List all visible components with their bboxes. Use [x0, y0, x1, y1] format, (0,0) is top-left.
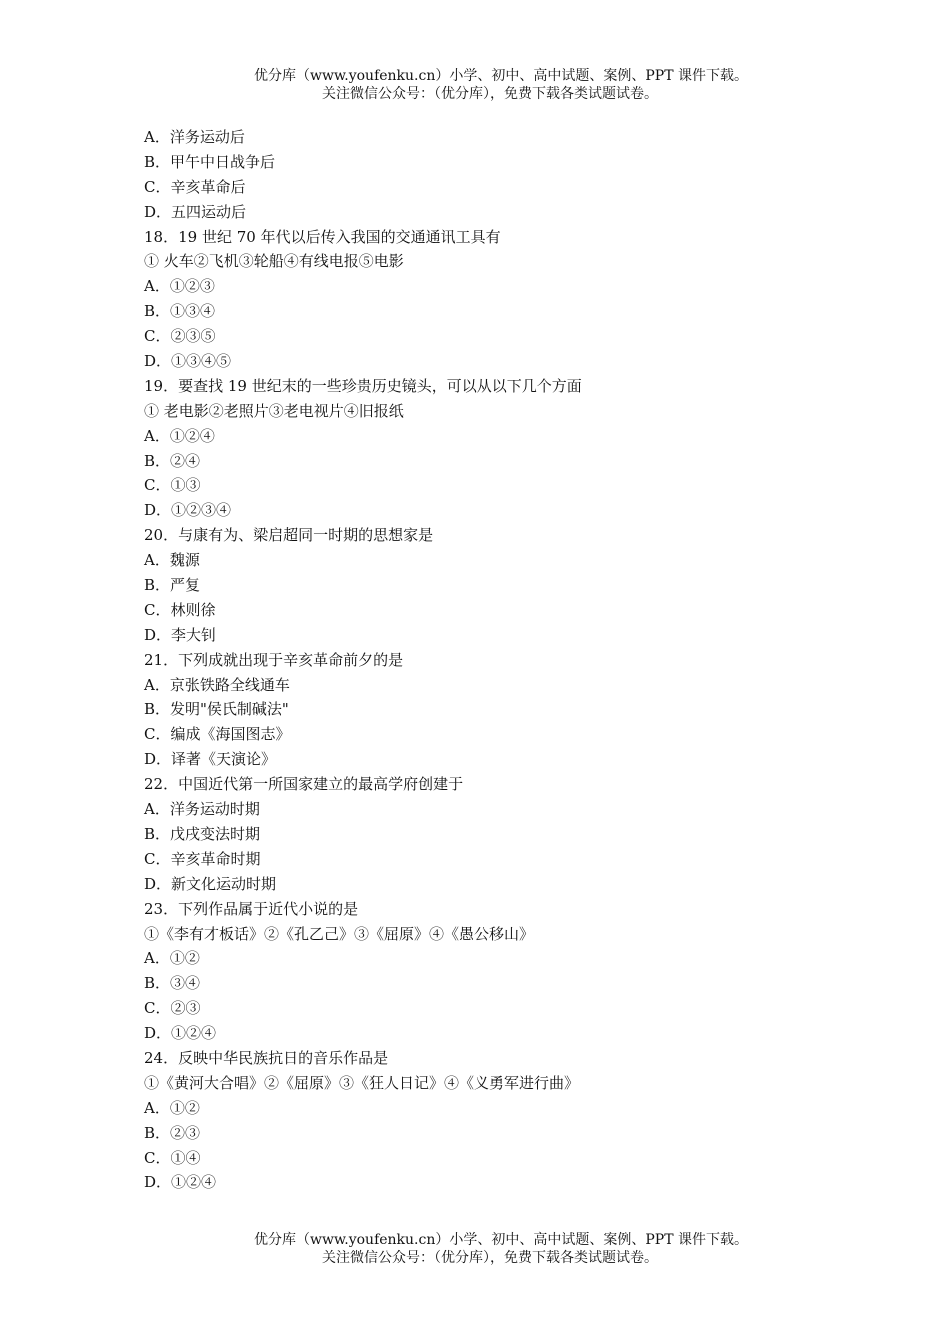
option-line: D．新文化运动时期 — [144, 874, 277, 893]
question-24: 24．反映中华民族抗日的音乐作品是 — [144, 1048, 389, 1067]
option-line: D．①②④ — [144, 1173, 217, 1192]
question-19: 19．要查找 19 世纪末的一些珍贵历史镜头，可以从以下几个方面 — [144, 376, 582, 395]
question-19-items: ① 老电影②老照片③老电视片④旧报纸 — [144, 401, 404, 420]
option-line: A．洋务运动后 — [144, 128, 245, 146]
question-18-items: ① 火车②飞机③轮船④有线电报⑤电影 — [144, 252, 404, 271]
option-line: C．①③ — [144, 476, 201, 495]
header-line-2: 关注微信公众号：（优分库），免费下载各类试题试卷。 — [322, 86, 658, 102]
question-22: 22．中国近代第一所国家建立的最高学府创建于 — [144, 775, 464, 794]
option-line: D．五四运动后 — [144, 202, 247, 221]
option-line: A．京张铁路全线通车 — [144, 675, 290, 694]
option-line: D．①②③④ — [144, 501, 232, 520]
option-line: A．洋务运动时期 — [144, 800, 260, 819]
option-line: C．②③⑤ — [144, 327, 216, 346]
option-line: B．③④ — [144, 974, 201, 993]
option-line: C．辛亥革命时期 — [144, 849, 261, 868]
option-line: A．①②④ — [144, 426, 215, 445]
question-20: 20．与康有为、梁启超同一时期的思想家是 — [144, 526, 434, 545]
option-line: C．②③ — [144, 999, 201, 1018]
question-21: 21．下列成就出现于辛亥革命前夕的是 — [144, 650, 404, 669]
option-line: C．林则徐 — [144, 600, 216, 619]
option-line: A．①② — [144, 1098, 200, 1117]
option-line: A．①② — [144, 949, 200, 968]
option-line: D．①②④ — [144, 1024, 217, 1043]
footer-line-1: 优分库（www.youfenku.cn）小学、初中、高中试题、案例、PPT 课件下载。 — [253, 1232, 748, 1248]
option-line: B．②④ — [144, 451, 201, 470]
question-18: 18．19 世纪 70 年代以后传入我国的交通通讯工具有 — [144, 227, 501, 246]
footer-line-2: 关注微信公众号：（优分库），免费下载各类试题试卷。 — [322, 1250, 658, 1266]
option-line: C．编成《海国图志》 — [144, 725, 291, 744]
option-line: B．①③④ — [144, 302, 216, 321]
option-line: B．发明"侯氏制碱法" — [144, 700, 289, 719]
option-line: A．①②③ — [144, 277, 215, 296]
page-header — [0, 67, 950, 103]
option-line: C．辛亥革命后 — [144, 177, 246, 196]
page-footer — [0, 1231, 950, 1267]
option-line: D．李大钊 — [144, 625, 217, 644]
option-line: A．魏源 — [144, 551, 200, 570]
option-line: B．戊戌变法时期 — [144, 824, 261, 843]
option-line: D．译著《天演论》 — [144, 750, 277, 769]
question-list — [144, 125, 844, 1195]
option-line: D．①③④⑤ — [144, 352, 232, 371]
option-line: B．②③ — [144, 1123, 201, 1142]
question-24-items: ①《黄河大合唱》②《屈原》③《狂人日记》④《义勇军进行曲》 — [144, 1073, 580, 1092]
header-line-1: 优分库（www.youfenku.cn）小学、初中、高中试题、案例、PPT 课件下载。 — [253, 68, 748, 84]
option-line: B．严复 — [144, 576, 201, 595]
question-23-items: ①《李有才板话》②《孔乙己》③《屈原》④《愚公移山》 — [144, 924, 535, 943]
question-23: 23．下列作品属于近代小说的是 — [144, 899, 359, 918]
option-line: B．甲午中日战争后 — [144, 152, 276, 171]
option-line: C．①④ — [144, 1148, 201, 1167]
